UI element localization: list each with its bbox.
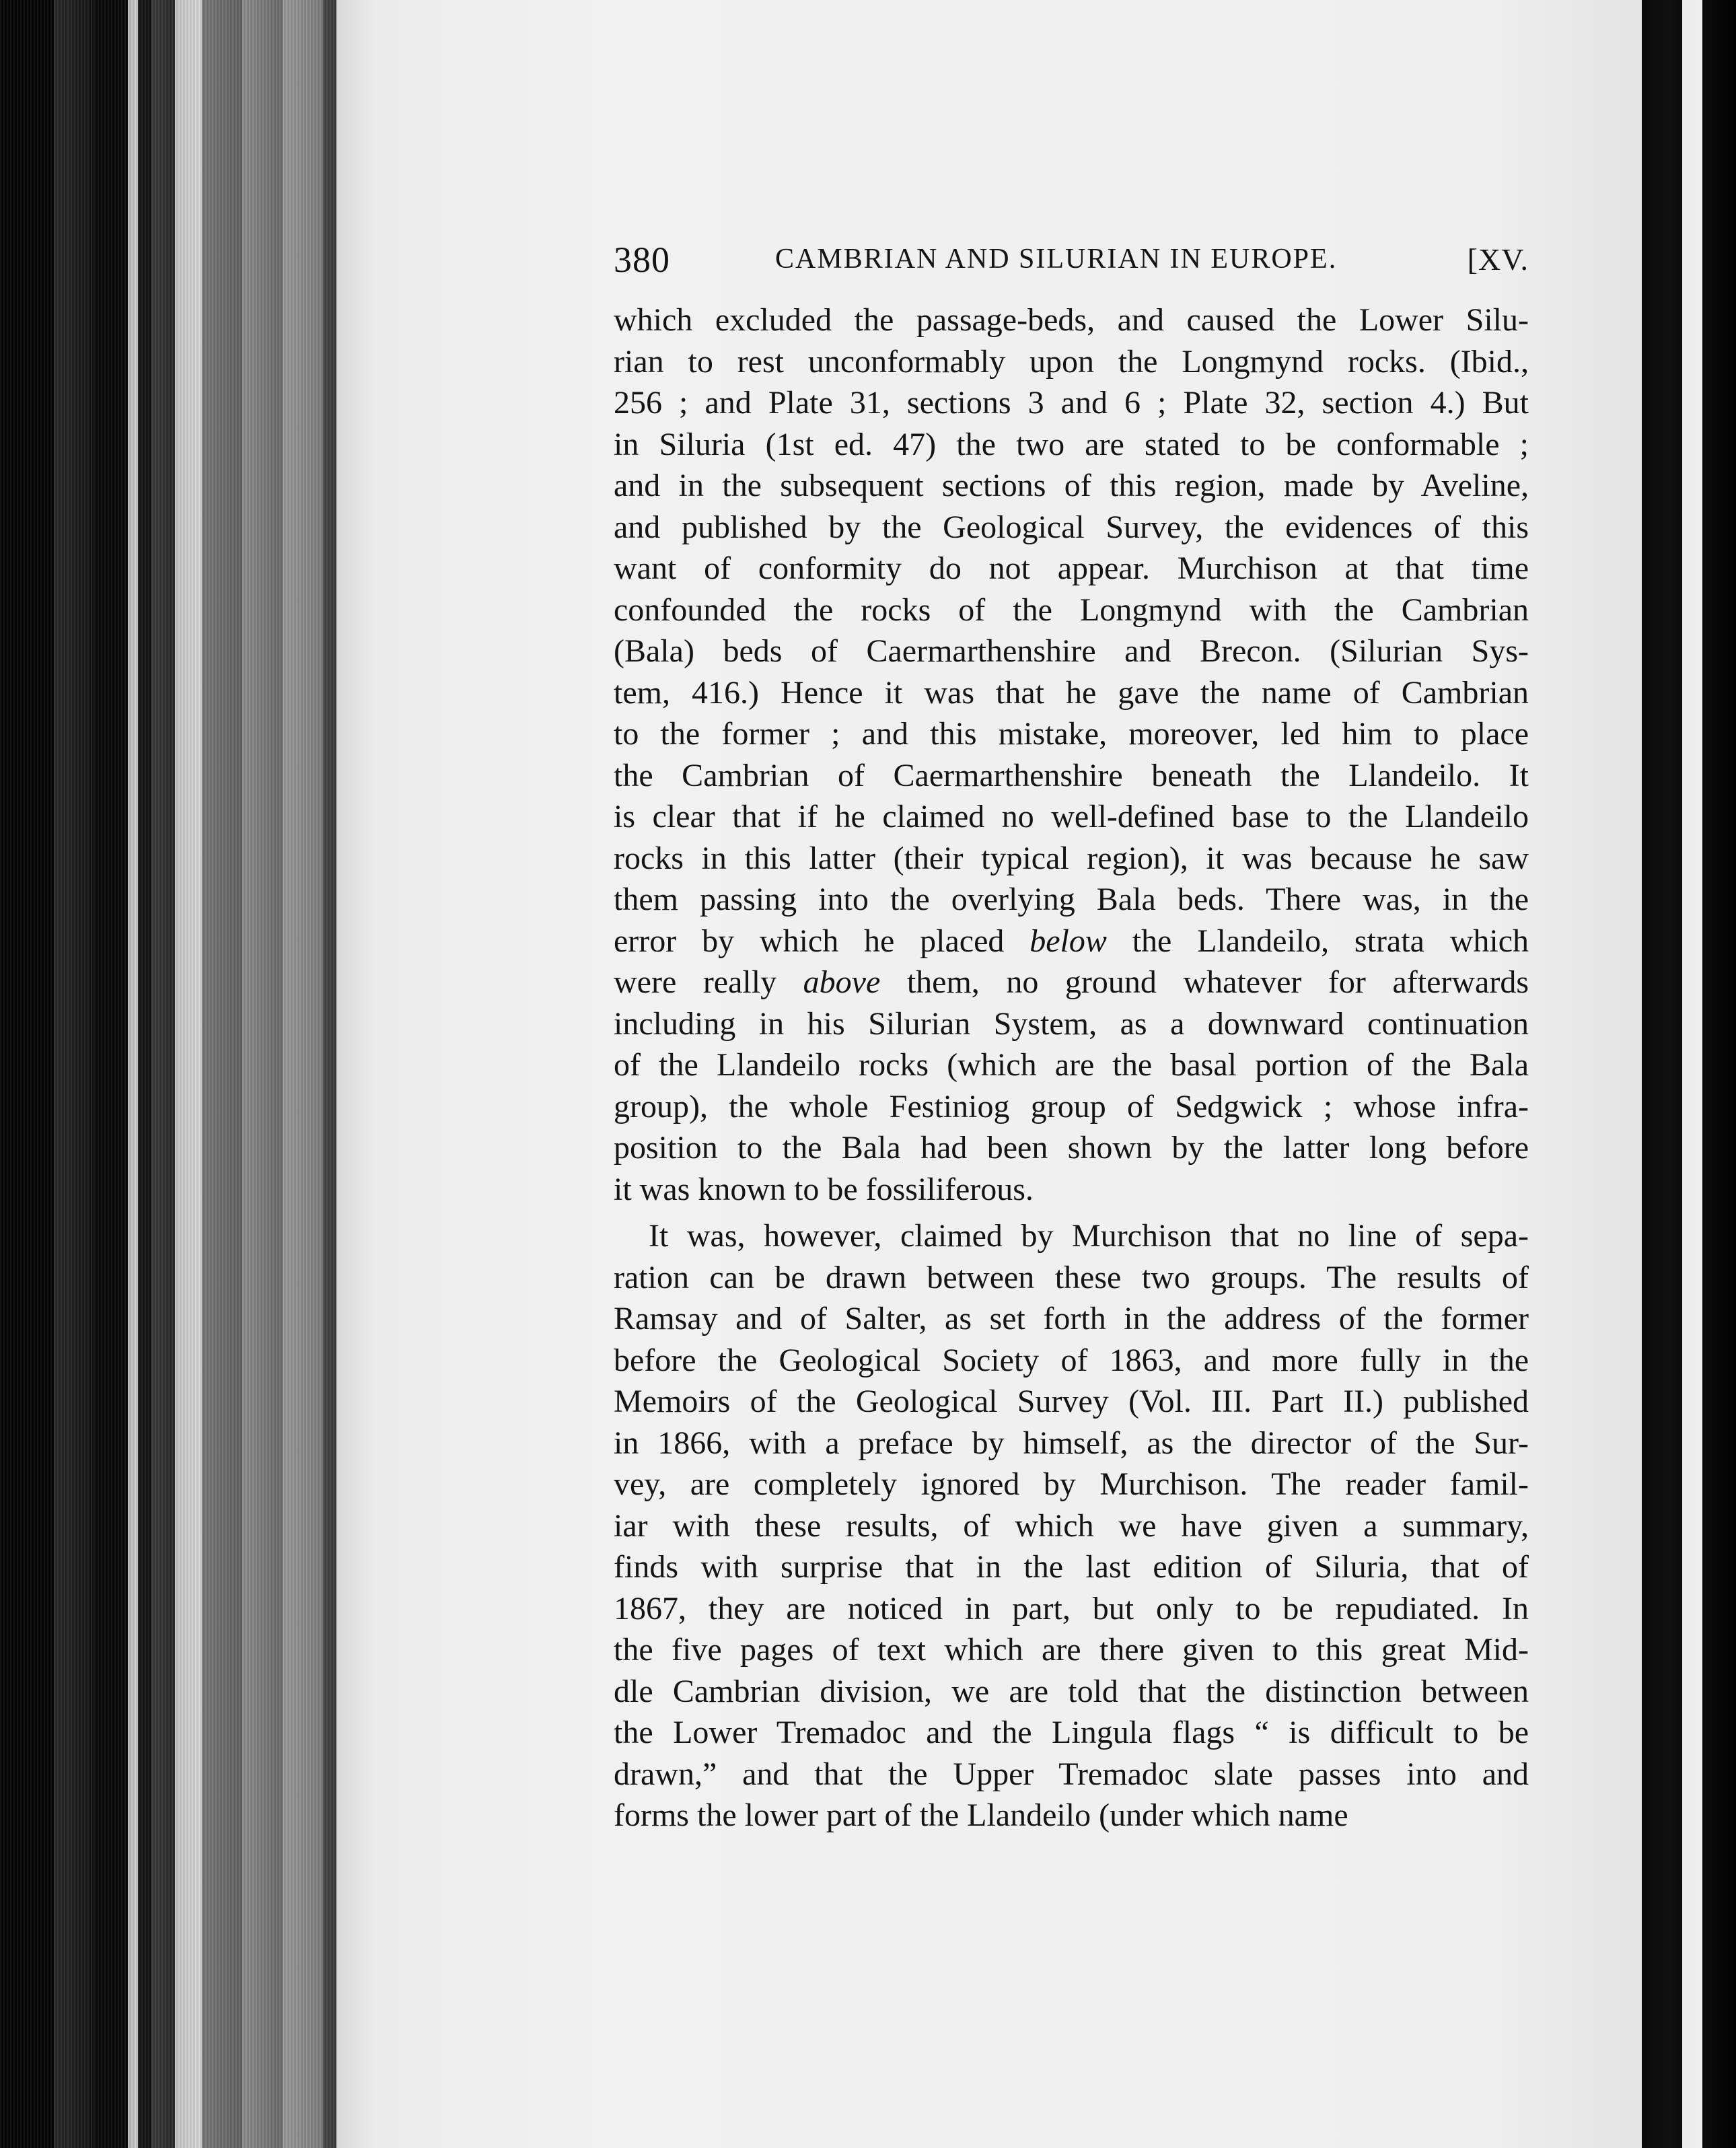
text-line: confounded the rocks of the Longmynd with the Cambrian <box>614 592 1529 628</box>
text-line: error by which he placed below the Llandeilo, strata which <box>614 923 1529 959</box>
text-line: rian to rest unconformably upon the Longmynd rocks. (Ibid., <box>614 343 1529 380</box>
page-text-block <box>614 239 1529 1836</box>
text-line: them passing into the overlying Bala beds. There was, in the <box>614 882 1529 917</box>
text-line: (Bala) beds of Caermarthenshire and Brecon. (Silurian Sys- <box>614 633 1529 669</box>
text-line: iar with these results, of which we have given a summary, <box>614 1507 1529 1544</box>
chapter-marker: [XV. <box>1467 242 1529 277</box>
text-line: ration can be drawn between these two groups. The results of <box>614 1259 1529 1295</box>
text-line: before the Geological Society of 1863, and more fully in the <box>614 1342 1529 1378</box>
text-line: it was known to be fossiliferous. <box>614 1171 1034 1207</box>
facing-page-edge <box>1642 0 1736 2148</box>
text-line: rocks in this latter (their typical region), it was because he saw <box>614 840 1529 876</box>
text-line: position to the Bala had been shown by the latter long before <box>614 1130 1529 1166</box>
running-head <box>614 239 1529 299</box>
text-line: the Lower Tremadoc and the Lingula flags “ is difficult to be <box>614 1715 1529 1750</box>
text-line: It was, however, claimed by Murchison that no line of sepa- <box>649 1218 1529 1254</box>
text-line: drawn,” and that the Upper Tremadoc slate passes into and <box>614 1756 1529 1792</box>
text-line: the Cambrian of Caermarthenshire beneath the Llandeilo. It <box>614 757 1529 793</box>
text-line: want of conformity do not appear. Murchison at that time <box>614 550 1529 586</box>
text-line: including in his Silurian System, as a downward continuation <box>614 1005 1529 1042</box>
text-line: of the Llandeilo rocks (which are the basal portion of the Bala <box>614 1047 1529 1083</box>
text-line: tem, 416.) Hence it was that he gave the name of Cambrian <box>614 674 1529 711</box>
book-page-edges <box>0 0 336 2148</box>
text-line: to the former ; and this mistake, moreover, led him to place <box>614 716 1529 752</box>
body-text <box>614 299 1529 1836</box>
text-line: the five pages of text which are there given to this great Mid- <box>614 1632 1529 1668</box>
page-number: 380 <box>614 240 670 280</box>
text-line: and published by the Geological Survey, the evidences of this <box>614 509 1529 545</box>
text-line: 256 ; and Plate 31, sections 3 and 6 ; Plate 32, section 4.) But <box>614 385 1529 421</box>
text-line: and in the subsequent sections of this region, made by Aveline, <box>614 468 1529 503</box>
text-line: in 1866, with a preface by himself, as the director of the Sur- <box>614 1425 1529 1461</box>
text-line: 1867, they are noticed in part, but only to be repudiated. In <box>614 1590 1529 1626</box>
text-line: which excluded the passage-beds, and caused the Lower Silu- <box>614 302 1529 338</box>
running-title: CAMBRIAN AND SILURIAN IN EUROPE. <box>775 244 1338 275</box>
text-line: is clear that if he claimed no well-defined base to the Llandeilo <box>614 799 1529 834</box>
text-line: finds with surprise that in the last edition of Siluria, that of <box>614 1549 1529 1585</box>
text-line: vey, are completely ignored by Murchison. The reader famil- <box>614 1466 1529 1502</box>
text-line: in Siluria (1st ed. 47) the two are stated to be conformable ; <box>614 426 1529 462</box>
text-line: Ramsay and of Salter, as set forth in the address of the former <box>614 1301 1529 1336</box>
text-line: group), the whole Festiniog group of Sedgwick ; whose infra- <box>614 1088 1529 1124</box>
text-line: dle Cambrian division, we are told that the distinction between <box>614 1673 1529 1709</box>
text-line: were really above them, no ground whatever for afterwards <box>614 964 1529 1000</box>
text-line: Memoirs of the Geological Survey (Vol. III. Part II.) published <box>614 1384 1529 1419</box>
text-line: forms the lower part of the Llandeilo (under which name <box>614 1797 1348 1833</box>
